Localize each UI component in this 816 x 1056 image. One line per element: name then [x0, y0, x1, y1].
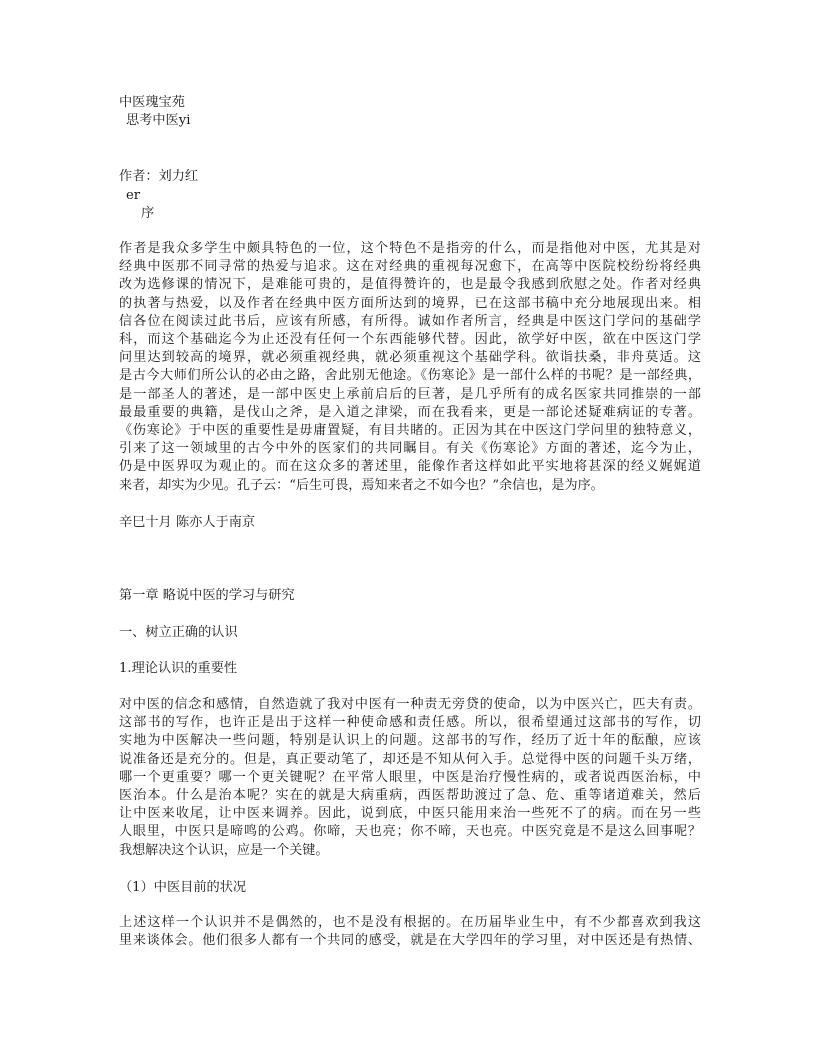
preface-line: 《伤寒论》于中医的重要性是毋庸置疑，有目共睹的。正因为其在中医这门学问里的独特意义，: [119, 423, 701, 439]
paragraph-line: 人眼里，中医只是啼鸣的公鸡。你啼，天也亮；你不啼，天也亮。中医究竟是不是这么回事呢？: [119, 824, 701, 840]
preface-heading: 序: [141, 206, 155, 221]
paragraph-line: 实地为中医解决一些问题，特别是认识上的问题。这部书的写作，经历了近十年的酝酿，应该: [119, 733, 701, 749]
paragraph-line: 让中医来收尾，让中医来调养。因此，说到底，中医只能用来治一些死不了的病。而在另一些: [119, 806, 701, 822]
book-title: 思考中医yi: [126, 113, 191, 128]
paragraph-line: 里来谈体会。他们很多人都有一个共同的感受，就是在大学四年的学习里，对中医还是有热情、: [119, 933, 701, 949]
paragraph-line: 说准备还是充分的。但是，真正要动笔了，却还是不知从何入手。总觉得中医的问题千头万绪，: [119, 751, 701, 767]
paragraph-line: 我想解决这个认识，应是一个关键。: [119, 842, 329, 858]
preface-line: 经典中医那不同寻常的热爱与追求。这在对经典的重视每况愈下，在高等中医院校纷纷将经典: [119, 259, 701, 275]
preface-line: 引来了这一领域里的古今中外的医家们的共同瞩目。有关《伤寒论》方面的著述，迄今为止，: [119, 441, 701, 457]
preface-line: 最最重要的典籍，是伐山之斧，是入道之津梁，而在我看来，更是一部论述疑难病证的专著。: [119, 404, 701, 420]
item-heading: （1）中医目前的状况: [119, 880, 247, 895]
chapter-title: 第一章 略说中医的学习与研究: [119, 588, 295, 603]
subsection-heading: 1.理论认识的重要性: [119, 661, 238, 676]
section-heading: 一、树立正确的认识: [119, 625, 238, 640]
preface-line: 改为选修课的情况下，是难能可贵的，是值得赞许的，也是最令我感到欣慰之处。作者对经典: [119, 277, 701, 293]
preface-body: [119, 240, 701, 495]
preface-line: 作者是我众多学生中颇具特色的一位，这个特色不是指旁的什么，而是指他对中医，尤其是对: [119, 241, 701, 256]
preface-line: 信各位在阅读过此书后，应该有所感，有所得。诚如作者所言，经典是中医这门学问的基础学: [119, 313, 701, 329]
preface-line: 科，而这个基础迄今为止还没有任何一个东西能够代替。因此，欲学好中医，欲在中医这门学: [119, 332, 701, 348]
preface-signature: 辛巳十月 陈亦人于南京: [119, 515, 256, 530]
paragraph-line: 对中医的信念和感情，自然造就了我对中医有一种责无旁贷的使命，以为中医兴亡，匹夫有责。: [119, 697, 701, 712]
paragraph-line: 这部书的写作，也许正是出于这样一种使命感和责任感。所以，很希望通过这部书的写作，切: [119, 715, 701, 731]
paragraph-line: 上述这样一个认识并不是偶然的，也不是没有根据的。在历届毕业生中，有不少都喜欢到我这: [119, 915, 701, 930]
preface-line: 问里达到较高的境界，就必须重视经典，就必须重视这个基础学科。欲诣扶桑，非舟莫适。这: [119, 350, 701, 366]
preface-line: 是一部圣人的著述，是一部中医史上承前启后的巨著，是几乎所有的成名医家共同推崇的一部: [119, 386, 701, 402]
preface-line: 来者，却实为少见。孔子云：“后生可畏，焉知来者之不如今也？”余信也，是为序。: [119, 477, 604, 493]
preface-line: 的执著与热爱，以及作者在经典中医方面所达到的境界，已在这部书稿中充分地展现出来。相: [119, 295, 701, 311]
collection-title: 中医瑰宝苑: [119, 95, 185, 110]
author-line: 作者：刘力红: [119, 169, 199, 184]
paragraph-line: 医治本。什么是治本呢？实在的就是大病重病，西医帮助渡过了急、危、重等诸道难关，然后: [119, 788, 701, 804]
stray-mark: er: [126, 188, 141, 203]
chapter-paragraph-2: [119, 914, 701, 950]
chapter-paragraph-1: [119, 696, 701, 860]
paragraph-line: 哪一个更重要？哪一个更关键呢？在平常人眼里，中医是治疗慢性病的，或者说西医治标，中: [119, 769, 701, 785]
preface-line: 是古今大师们所公认的必由之路，舍此别无他途。《伤寒论》是一部什么样的书呢？是一部经典，: [119, 368, 701, 384]
preface-line: 仍是中医界叹为观止的。而在这众多的著述里，能像作者这样如此平实地将甚深的经义娓娓道: [119, 459, 701, 475]
